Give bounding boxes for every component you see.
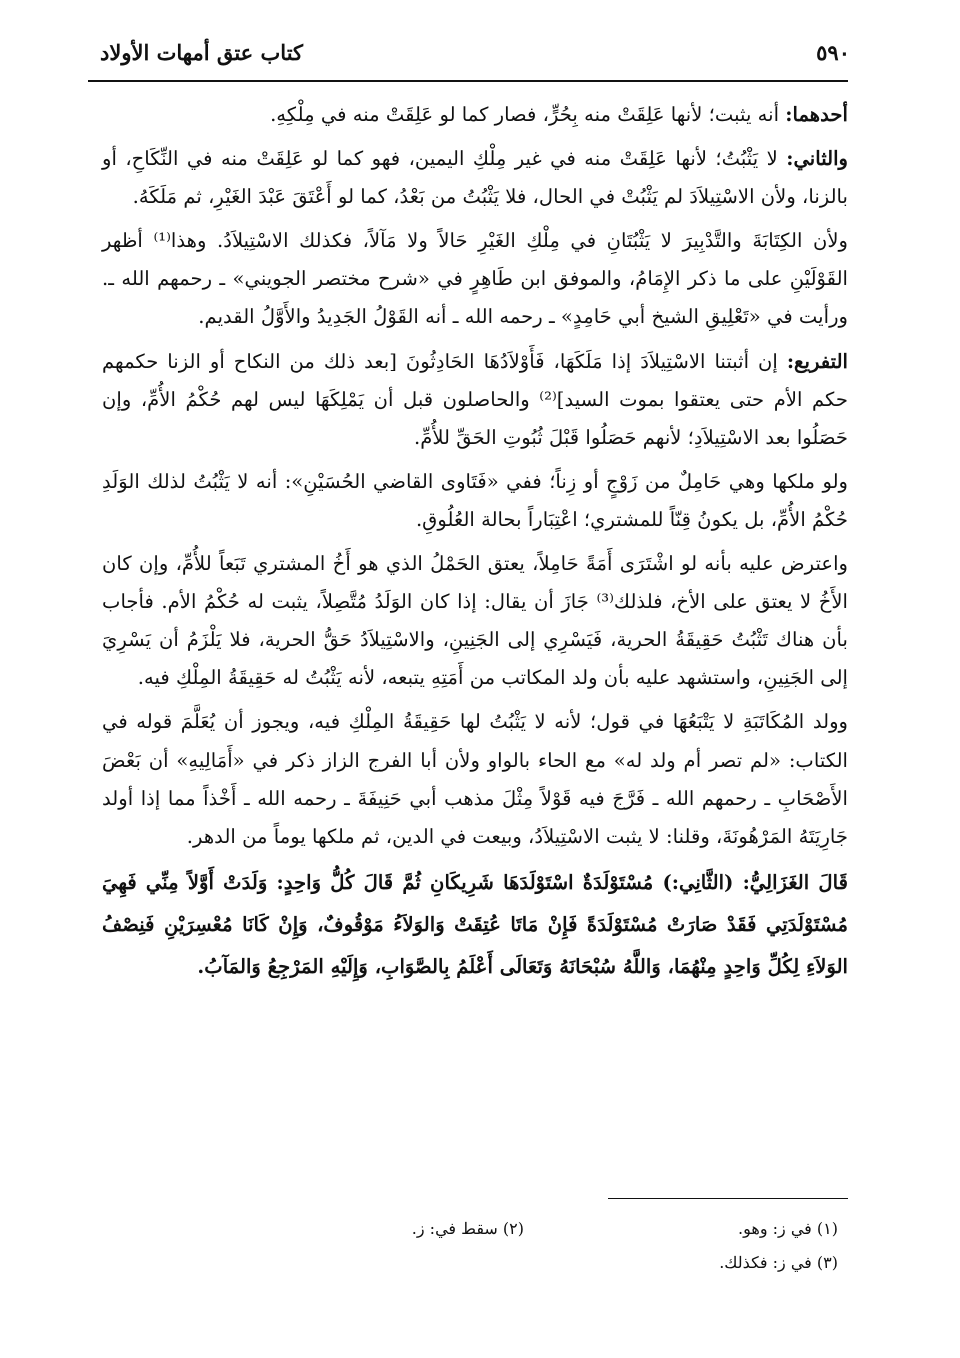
paragraph-lead: التفريع: — [786, 349, 848, 373]
footnote-3: (٣) في ز: فكذلك. — [719, 1253, 838, 1272]
paragraph-8 — [102, 862, 848, 988]
paragraph-text: لا يَثْبُتُ؛ لأنها عَلِقَتْ منه في غير مِلْكِ اليمين، فهو كما لو عَلِقَتْ منه في النِّكَاحِ، أو بالزنا، ولأن الاسْتِيلاَدَ لم يَثْبُتْ في الحال، فلا يَثْبُتُ من بَعْدُ، كما لو أَعْتَقَ عَبْدَ الغَيْرِ، ثم مَلَكَهُ. — [102, 147, 848, 209]
paragraph-5: ولو ملكها وهي حَامِلٌ من زَوْجٍ أو زِناً؛ ففي «فَتَاوى القاضي الحُسَيْنِ»: أنه لا يَثْبُتُ لذلك الوَلَدِ حُكْمُ الأُمِّ، بل يكونُ قِنّاً للمشتري؛ اعْتِبَاراً بحالة العُلُوقِ. — [102, 469, 848, 531]
footnotes — [250, 1212, 838, 1280]
paragraph-text: إن أثبتنا الاسْتِيلاَدَ إذا مَلَكَهَا، فَأَوْلاَدُهَا الحَادِثُونَ [بعد ذلك من النكاح أو الزنا حكمهم حكم الأم حتى يعتقوا بموت السيد]⁽²⁾ والحاصلون قبل أن يَمْلِكَهَا ليس لهم حُكْمُ الأُمِّ، وإن حَصَلُوا بعد الاسْتِيلاَدِ؛ لأنهم حَصَلُوا قَبْلَ ثُبُوتِ الحَقِّ للأُمِّ. — [102, 349, 848, 449]
main-text — [102, 96, 848, 994]
paragraph-lead: قَالَ الغَزَالِيُّ: — [742, 870, 848, 894]
paragraph-text: (الثَّانِي:) مُسْتَوْلَدَةٌ اسْتَوْلَدَهَا شَرِيكَانِ ثُمَّ قَالَ كُلُّ وَاحِدٍ: وَلَدَتْ أَوَّلاً مِنِّي فَهِيَ مُسْتَوْلَدَتِي فَقَدْ صَارَتْ مُسْتَوْلَدَةً فَإِنْ مَاتَا عُتِقَتْ وَالوَلاَءُ مَوْقُوفٌ، وَإِنْ كَانَا مُعْسِرَيْنِ فَنِصْفُ الوَلاَءِ لِكُلِّ وَاحِدٍ مِنْهُمَا، وَاللَّهُ سُبْحَانَهُ وَتَعَالَى أَعْلَمُ بِالصَّوَابِ، وَإِلَيْهِ المَرْجِعُ وَالمَآبُ. — [102, 870, 848, 978]
footnote-1: (١) في ز: وهو. — [738, 1219, 838, 1238]
paragraph-text: أنه يثبت؛ لأنها عَلِقَتْ منه بِحُرٍّ، فصار كما لو عَلِقَتْ منه في مِلْكِهِ. — [270, 103, 786, 126]
footnote-divider — [608, 1198, 848, 1199]
paragraph-6: واعترض عليه بأنه لو اشْتَرَى أَمَةً حَامِلاً، يعتق الحَمْلُ الذي هو أَخُ المشتري تَبَعاً للأُمِّ، وإن كان الأَخُ لا يعتق على الأخ، فلذلك⁽³⁾ جَازَ أن يقال: إذا كان الوَلَدُ مُتَّصِلاً، يثبت له حُكْمُ الأم. فأجاب بأن هناك تَثْبُتُ حَقِيقَةُ الحرية، فَيَسْرِي إلى الجَنِينِ، والاسْتِيلاَدُ حَقُّ الحرية، فلا يَلْزَمُ أن يَسْرِيَ إلى الجَنِينِ، واستشهد عليه بأن ولد المكاتب من أَمَتِهِ يتبعه، لأنه يَثْبُتُ له حَقِيقَةُ المِلْكِ فيه. — [102, 552, 848, 690]
paragraph-2 — [102, 140, 848, 216]
page-number: ٥٩٠ — [816, 39, 850, 65]
running-title: كتاب عتق أمهات الأولاد — [100, 39, 304, 65]
header-divider — [88, 80, 848, 82]
paragraph-7: وولد المُكَاتَبَةِ لا يَتْبَعُهَا في قول؛ لأنه لا يَثْبُتُ لها حَقِيقَةُ المِلْكِ فيه، ويجوز أن يُعَلَّمَ قوله في الكتاب: «لم تصر أم ولد له» مع الحاء بالواو ولأن أبا الفرج الزاز ذكر في «أَمَالِيهِ» أن بَعْضَ الأَصْحَابِ ـ رحمهم الله ـ فَرَّجَ فيه قَوْلاً مِثْلَ مذهب أبي حَنِيفَةَ ـ رحمه الله ـ أَخْذاً مما إذا أولد جَارِيَتَهُ المَرْهُونَةَ، وقلنا: لا يثبت الاسْتِيلاَدُ، وبيعت في الدين، ثم ملكها يوماً من الدهر. — [102, 710, 848, 848]
paragraph-lead: أحدهما: — [785, 103, 848, 126]
page-header — [100, 30, 850, 74]
paragraph-4 — [102, 343, 848, 457]
paragraph-lead: والثاني: — [786, 147, 848, 171]
paragraph-1 — [102, 96, 848, 134]
paragraph-3: ولأن الكِتَابَةَ والتَّدْبِيرَ لا يَثْبُتَانِ في مِلْكِ الغَيْرِ حَالاً ولا مَآلاً، فكذلك الاسْتِيلاَدُ. وهذا⁽¹⁾ أظهر القَوْلَيْنِ على ما ذكر الإِمَامُ، والموفق ابن طَاهِرٍ في «شرح مختصر الجويني» ـ رحمهم الله ـ. ورأيت في «تَعْلِيقِ الشيخ أبي حَامِدٍ» ـ رحمه الله ـ أنه القَوْلُ الجَدِيدُ والأَوَّلُ القديم. — [102, 229, 849, 329]
footnote-2: (٢) سقط في: ز. — [411, 1219, 524, 1238]
